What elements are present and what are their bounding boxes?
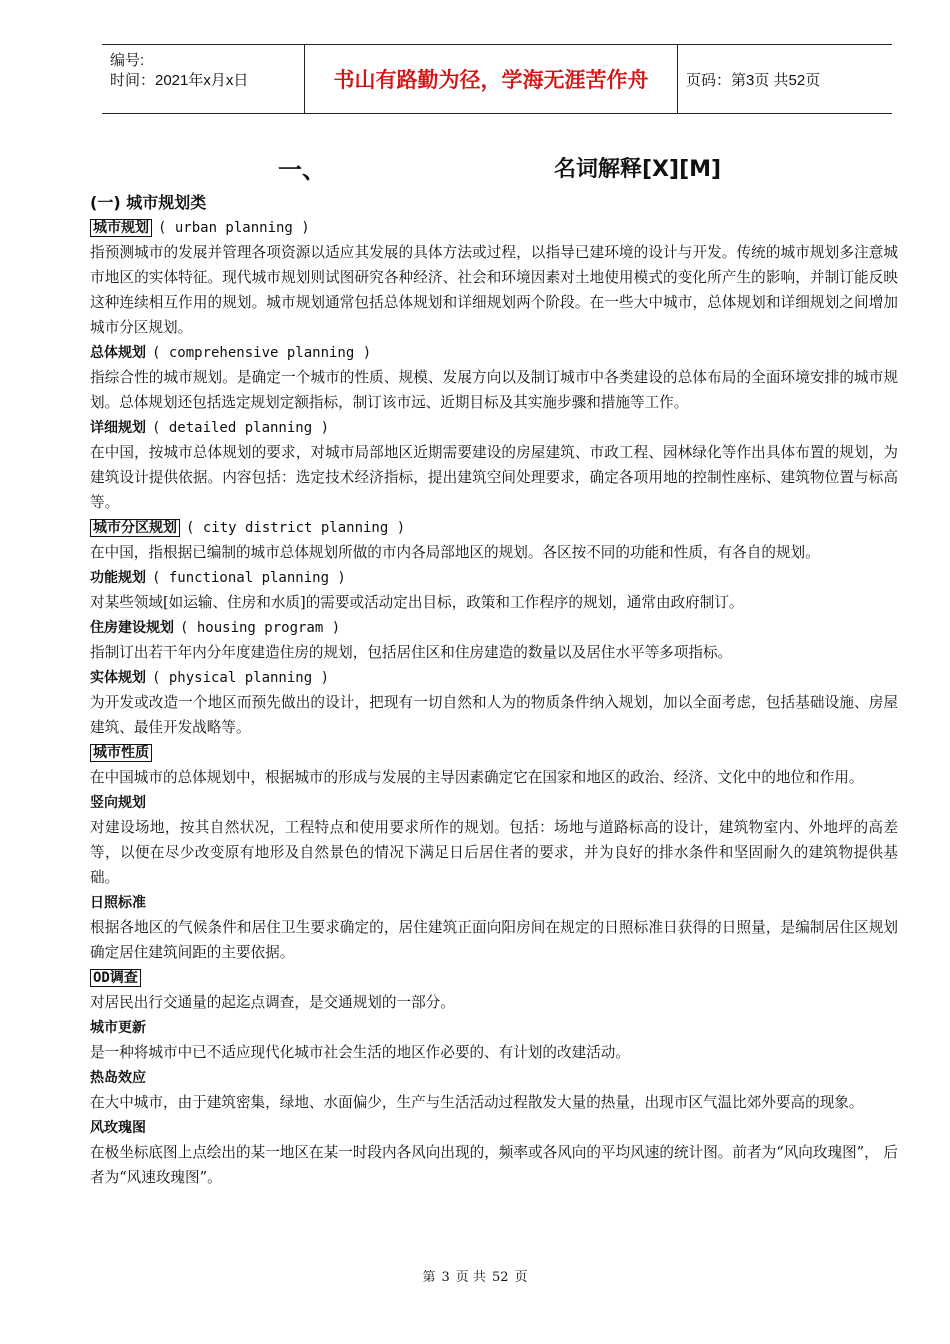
term-heading	[90, 341, 898, 365]
term-heading	[90, 516, 898, 540]
term-name: 城市规划	[90, 219, 152, 237]
page-footer	[0, 1266, 950, 1285]
term-definition: 根据各地区的气候条件和居住卫生要求确定的，居住建筑正面向阳房间在规定的日照标准日获得的日照量，是编制居住区规划确定居住建筑间距的主要依据。	[90, 919, 898, 961]
footer-page-number: 3	[441, 1270, 450, 1285]
term-definition: 是一种将城市中已不适应现代化城市社会生活的地区作必要的、有计划的改建活动。	[90, 1044, 630, 1061]
term-definition: 指综合性的城市规划。是确定一个城市的性质、规模、发展方向以及制订城市中各类建设的总体布局的全面环境安排的城市规划。总体规划还包括选定规划定额指标，制订该市远、近期目标及其实施步骤和措施等工作。	[90, 369, 898, 411]
document-number-label: 编号:	[110, 52, 145, 69]
term-definition: 指制订出若干年内分年度建造住房的规划，包括居住区和住房建造的数量以及居住水平等多项指标。	[90, 644, 733, 661]
term-name: 城市性质	[90, 744, 152, 762]
term-heading	[90, 216, 898, 240]
term-heading	[90, 791, 898, 815]
term-english: ( housing program )	[180, 620, 341, 636]
term-name: 总体规划	[90, 345, 146, 361]
term-heading	[90, 1066, 898, 1090]
term-name: 风玫瑰图	[90, 1120, 146, 1136]
term-name: 日照标准	[90, 895, 146, 911]
term-heading	[90, 1116, 898, 1140]
term-heading	[90, 666, 898, 690]
term-name: 住房建设规划	[90, 620, 174, 636]
term-english: ( physical planning )	[152, 670, 330, 686]
term-name: 城市分区规划	[90, 519, 180, 537]
term-definition: 在中国，指根据已编制的城市总体规划所做的市内各局部地区的规划。各区按不同的功能和性质，有各自的规划。	[90, 544, 820, 561]
term-heading	[90, 891, 898, 915]
header-meta-cell	[102, 45, 304, 113]
term-english: ( urban planning )	[158, 220, 310, 236]
term-heading	[90, 741, 898, 765]
header-table	[102, 44, 892, 114]
footer-suffix: 页	[514, 1270, 528, 1285]
section-heading: (一) 城市规划类	[90, 193, 207, 212]
term-heading	[90, 616, 898, 640]
term-heading	[90, 966, 898, 990]
term-name: OD调查	[90, 969, 141, 987]
header-motto: 书山有路勤为径，学海无涯苦作舟	[304, 45, 678, 113]
term-heading	[90, 566, 898, 590]
term-definition: 在中国城市的总体规划中，根据城市的形成与发展的主导因素确定它在国家和地区的政治、经济、文化中的地位和作用。	[90, 769, 864, 786]
term-english: ( detailed planning )	[152, 420, 330, 436]
term-definition: 在大中城市，由于建筑密集，绿地、水面偏少，生产与生活活动过程散发大量的热量，出现市区气温比郊外要高的现象。	[90, 1094, 864, 1111]
term-name: 热岛效应	[90, 1070, 146, 1086]
term-definition: 对建设场地，按其自然状况，工程特点和使用要求所作的规划。包括：场地与道路标高的设计，建筑物室内、外地坪的高差等，以便在尽少改变原有地形及自然景色的情况下满足日后居住者的要求，并为良好的排水条件和坚固耐久的建筑物提供基础。	[90, 819, 898, 886]
footer-mid: 页 共	[455, 1270, 486, 1285]
term-name: 城市更新	[90, 1020, 146, 1036]
title-numeral: 一、	[278, 156, 326, 184]
term-name: 功能规划	[90, 570, 146, 586]
term-english: ( comprehensive planning )	[152, 345, 372, 361]
term-definition: 为开发或改造一个地区而预先做出的设计，把现有一切自然和人为的物质条件纳入规划，加以全面考虑，包括基础设施、房屋建筑、最佳开发战略等。	[90, 694, 898, 736]
term-heading	[90, 416, 898, 440]
term-english: ( functional planning )	[152, 570, 346, 586]
page-title: 名词解释[X][M]	[554, 157, 722, 182]
term-english: ( city district planning )	[186, 520, 406, 536]
document-time-label: 时间：2021年x月x日	[110, 72, 249, 89]
term-heading	[90, 1016, 898, 1040]
term-definition: 对居民出行交通量的起迄点调查，是交通规划的一部分。	[90, 994, 455, 1011]
entry-list	[90, 216, 898, 1190]
header-page-info: 页码：第3页 共52页	[686, 71, 821, 89]
term-definition: 指预测城市的发展并管理各项资源以适应其发展的具体方法或过程，以指导已建环境的设计与开发。传统的城市规划多注意城市地区的实体特征。现代城市规划则试图研究各种经济、社会和环境因素对土地使用模式的变化所产生的影响，并制订能反映这种连续相互作用的规划。城市规划通常包括总体规划和详细规划两个阶段。在一些大中城市，总体规划和详细规划之间增加城市分区规划。	[90, 244, 898, 336]
footer-prefix: 第	[422, 1270, 436, 1285]
document-body	[90, 190, 898, 1191]
term-definition: 在中国，按城市总体规划的要求，对城市局部地区近期需要建设的房屋建筑、市政工程、园林绿化等作出具体布置的规划，为建筑设计提供依据。内容包括：选定技术经济指标，提出建筑空间处理要求，确定各项用地的控制性座标、建筑物位置与标高等。	[90, 444, 898, 511]
term-definition: 对某些领域[如运输、住房和水质]的需要或活动定出目标，政策和工作程序的规划，通常由政府制订。	[90, 594, 744, 611]
term-definition: 在极坐标底图上点绘出的某一地区在某一时段内各风向出现的，频率或各风向的平均风速的统计图。前者为“风向玫瑰图”， 后者为“风速玫瑰图”。	[90, 1144, 898, 1186]
term-name: 详细规划	[90, 420, 146, 436]
term-name: 实体规划	[90, 670, 146, 686]
footer-total-pages: 52	[491, 1270, 509, 1285]
term-name: 竖向规划	[90, 795, 146, 811]
